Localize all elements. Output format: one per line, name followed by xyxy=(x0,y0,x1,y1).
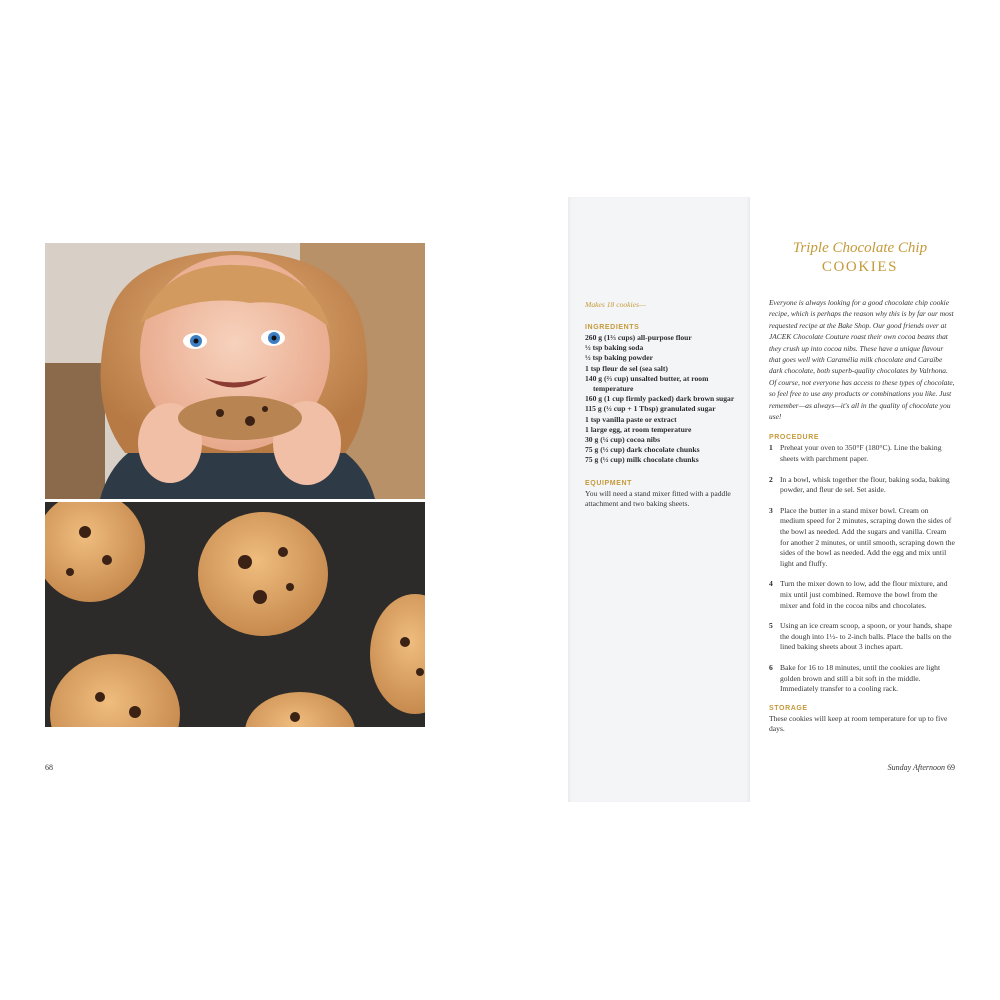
ingredient-item: 1 tsp fleur de sel (sea salt) xyxy=(585,363,668,373)
ingredient-item: ½ tsp baking soda xyxy=(585,343,644,353)
procedure-step xyxy=(769,621,955,653)
storage-text: These cookies will keep at room temperature for up to five days. xyxy=(769,713,948,734)
intro-paragraph: Everyone is always looking for a good chocolate chip cookie recipe, which is perhaps the reason why this is by far our most requested recipe at the Bake Shop. Our good friends over at JACEK Chocolate Couture roast their own cocoa beans that they crush up into cocoa nibs. These have a unique flavour that goes well with Caramélia milk chocolate and Caraïbe dark chocolate, both superb-quality chocolates by Valrhona. Of course, not everyone has access to these types of chocolate, so feel free to use any products or combinations you like. Just remember—as always—it's all in the quality of chocolate you use! xyxy=(769,298,955,422)
step-number: 4 xyxy=(769,579,773,589)
equipment-text: You will need a stand mixer fitted with a paddle attachment and two baking sheets. xyxy=(585,488,731,509)
ingredient-item: 160 g (1 cup firmly packed) dark brown sugar xyxy=(585,394,735,404)
step-number: 2 xyxy=(769,474,773,484)
procedure-step xyxy=(769,475,955,496)
sidebar-content xyxy=(585,300,741,509)
right-page-footer xyxy=(888,763,955,772)
photo-cookies-icon xyxy=(45,502,425,727)
step-number: 5 xyxy=(769,621,773,631)
procedure-step xyxy=(769,663,955,695)
ingredient-item: ½ tsp baking powder xyxy=(585,353,653,363)
ingredient-item: 140 g (⅔ cup) unsalted butter, at room temperature xyxy=(585,373,709,394)
step-text: Place the butter in a stand mixer bowl. Cream on medium speed for 2 minutes, scraping down the sides of the bowl as needed. Add the sugars and vanilla. Cream for another 2 minutes, or until smooth, scraping down the sides of the bowl as needed. Add the egg and mix until light and fluffy. xyxy=(780,505,955,568)
procedure-step xyxy=(769,506,955,570)
ingredient-item: 115 g (½ cup + 1 Tbsp) granulated sugar xyxy=(585,404,716,414)
equipment-heading: EQUIPMENT xyxy=(585,479,633,487)
step-text: Turn the mixer down to low, add the flour mixture, and mix until just combined. Remove the bowl from the mixer and fold in the cocoa nibs and chocolates. xyxy=(780,579,948,610)
procedure-steps xyxy=(769,443,955,694)
step-number: 3 xyxy=(769,505,773,515)
ingredient-item: 1 large egg, at room temperature xyxy=(585,424,692,434)
step-text: In a bowl, whisk together the flour, baking soda, baking powder, and fleur de sel. Set aside. xyxy=(780,474,950,495)
step-number: 6 xyxy=(769,662,773,672)
step-text: Preheat your oven to 350°F (180°C). Line the baking sheets with parchment paper. xyxy=(780,443,942,464)
yield-text: Makes 18 cookies— xyxy=(585,300,646,309)
procedure-heading: PROCEDURE xyxy=(769,434,820,442)
step-number: 1 xyxy=(769,443,773,453)
ingredient-item: 75 g (½ cup) milk chocolate chunks xyxy=(585,455,699,465)
photo-child-eating-cookie xyxy=(45,243,425,499)
step-text: Bake for 16 to 18 minutes, until the cookies are light golden brown and still a bit soft in the middle. Immediately transfer to a cooling rack. xyxy=(780,662,941,694)
photo-cookies-on-tray xyxy=(45,502,425,727)
left-page-number: 68 xyxy=(45,763,53,772)
procedure-step xyxy=(769,579,955,611)
title-script: Triple Chocolate Chip xyxy=(792,240,928,256)
ingredients-list xyxy=(585,333,741,466)
recipe-main-column xyxy=(769,297,955,735)
ingredient-item: 1 tsp vanilla paste or extract xyxy=(585,414,677,424)
recipe-title xyxy=(770,239,950,277)
right-page-number: 69 xyxy=(947,763,955,772)
title-caps: COOKIES xyxy=(821,259,899,275)
ingredient-item: 30 g (¼ cup) cocoa nibs xyxy=(585,435,661,445)
ingredients-heading: INGREDIENTS xyxy=(585,324,640,331)
ingredient-item: 75 g (½ cup) dark chocolate chunks xyxy=(585,445,700,455)
ingredient-item: 260 g (1⅔ cups) all-purpose flour xyxy=(585,333,692,342)
storage-heading: STORAGE xyxy=(769,704,808,712)
step-text: Using an ice cream scoop, a spoon, or your hands, shape the dough into 1½- to 2-inch balls. Place the balls on the lined baking sheets about 3 inches apart. xyxy=(780,621,952,652)
procedure-step xyxy=(769,443,955,464)
running-footer: Sunday Afternoon xyxy=(887,763,945,772)
photo-child-icon xyxy=(45,243,425,499)
